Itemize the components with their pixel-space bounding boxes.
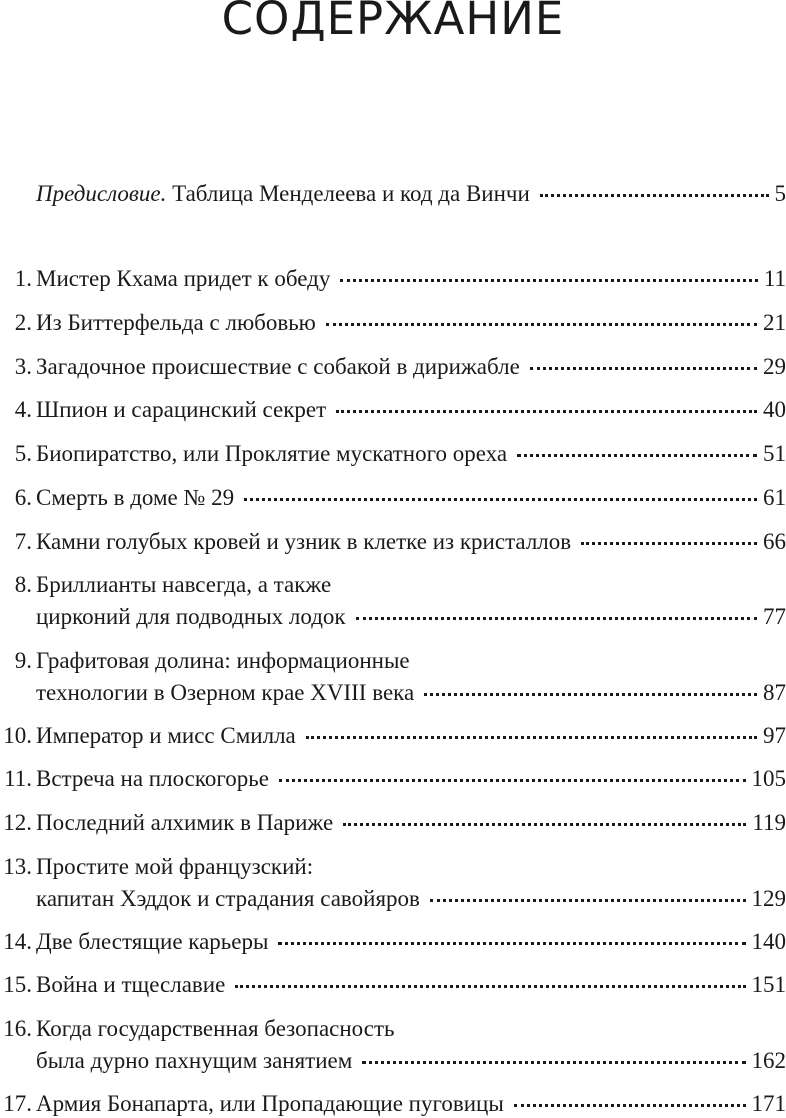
dot-leader <box>340 279 758 282</box>
chapter-number: 9. <box>15 647 32 675</box>
chapter-number: 1. <box>15 265 32 293</box>
dot-leader <box>430 899 746 902</box>
preface-label: Предисловие. <box>36 181 166 206</box>
page-number: 97 <box>763 722 786 750</box>
page-number: 66 <box>763 528 786 556</box>
chapter-title: Камни голубых кровей и узник в клетке из кристаллов <box>36 528 571 556</box>
toc-entry-line <box>36 440 786 468</box>
page-number: 51 <box>763 440 786 468</box>
dot-leader <box>279 779 746 782</box>
page-number: 171 <box>752 1090 786 1118</box>
chapter-number: 12. <box>3 809 32 837</box>
dot-leader <box>306 736 757 739</box>
chapter-title: Две блестящие карьеры <box>36 928 268 956</box>
chapter-title: Биопиратство, или Проклятие мускатного ореха <box>36 440 507 468</box>
dot-leader <box>336 410 757 413</box>
preface-title: Таблица Менделеева и код да Винчи <box>172 181 530 206</box>
toc-entry-line <box>36 809 786 837</box>
chapter-title: Мистер Кхама придет к обеду <box>36 265 330 293</box>
toc-entry-line <box>36 722 786 750</box>
chapter-number: 13. <box>3 853 32 881</box>
page-number: 5 <box>775 180 786 208</box>
chapter-title: Армия Бонапарта, или Пропадающие пуговицы <box>36 1090 504 1118</box>
toc-entry-line <box>36 928 786 956</box>
chapter-number: 10. <box>3 722 32 750</box>
chapter-title: была дурно пахнущим занятием <box>36 1047 352 1075</box>
toc-entry-line <box>36 1090 786 1118</box>
toc-entry-line <box>36 396 786 424</box>
page-number: 105 <box>752 765 786 793</box>
chapter-title: Война и тщеславие <box>36 971 225 999</box>
toc-entry-line <box>36 885 786 913</box>
page-number: 162 <box>752 1047 786 1075</box>
dot-leader <box>326 323 757 326</box>
dot-leader <box>356 617 757 620</box>
dot-leader <box>581 542 757 545</box>
chapter-number: 15. <box>3 971 32 999</box>
toc-entry-line <box>36 603 786 631</box>
chapter-title-line: Бриллианты навсегда, а также <box>36 571 331 599</box>
chapter-title: Смерть в доме № 29 <box>36 484 234 512</box>
chapter-title: Шпион и сарацинский секрет <box>36 396 326 424</box>
page-number: 61 <box>763 484 786 512</box>
dot-leader <box>424 693 757 696</box>
chapter-number: 8. <box>15 571 32 599</box>
chapter-title: Загадочное происшествие с собакой в дирижабле <box>36 353 520 381</box>
page-number: 129 <box>752 885 786 913</box>
toc-entry-line <box>36 679 786 707</box>
page-number: 87 <box>763 679 786 707</box>
toc-entry-title <box>36 180 530 208</box>
chapter-number: 14. <box>3 928 32 956</box>
toc-entry-line <box>36 353 786 381</box>
dot-leader <box>235 985 745 988</box>
page-number: 21 <box>763 309 786 337</box>
dot-leader <box>517 454 757 457</box>
chapter-number: 16. <box>3 1015 32 1043</box>
chapter-title: капитан Хэддок и страдания савойяров <box>36 885 420 913</box>
toc-entry-line <box>36 1047 786 1075</box>
chapter-title: цирконий для подводных лодок <box>36 603 346 631</box>
toc-entry-line <box>36 484 786 512</box>
page-number: 77 <box>763 603 786 631</box>
dot-leader <box>244 498 757 501</box>
chapter-title: Встреча на плоскогорье <box>36 765 269 793</box>
dot-leader <box>343 823 746 826</box>
page-number: 119 <box>752 809 786 837</box>
page-number: 40 <box>763 396 786 424</box>
toc-entry-line <box>36 309 786 337</box>
dot-leader <box>362 1061 745 1064</box>
dot-leader <box>278 942 745 945</box>
chapter-title: технологии в Озерном крае XVIII века <box>36 679 414 707</box>
chapter-number: 2. <box>15 309 32 337</box>
chapter-number: 5. <box>15 440 32 468</box>
page-number: 11 <box>764 265 786 293</box>
toc-entry-line <box>36 528 786 556</box>
toc-entry-line <box>36 971 786 999</box>
toc-entry-line <box>36 180 786 208</box>
chapter-number: 17. <box>3 1090 32 1118</box>
page-title: СОДЕРЖАНИЕ <box>0 0 786 38</box>
chapter-title-line: Простите мой французский: <box>36 853 313 881</box>
chapter-number: 7. <box>15 528 32 556</box>
toc-entry-line <box>36 265 786 293</box>
page-number: 140 <box>752 928 786 956</box>
dot-leader <box>514 1104 746 1107</box>
page-number: 151 <box>752 971 786 999</box>
chapter-number: 11. <box>4 765 32 793</box>
page-number: 29 <box>763 353 786 381</box>
dot-leader <box>530 367 757 370</box>
chapter-title: Император и мисс Смилла <box>36 722 296 750</box>
dot-leader <box>540 194 769 197</box>
chapter-number: 3. <box>15 353 32 381</box>
chapter-number: 6. <box>15 484 32 512</box>
chapter-title-line: Когда государственная безопасность <box>36 1015 395 1043</box>
chapter-title: Последний алхимик в Париже <box>36 809 333 837</box>
toc-entry-line <box>36 765 786 793</box>
chapter-title: Из Биттерфельда с любовью <box>36 309 316 337</box>
chapter-number: 4. <box>15 396 32 424</box>
chapter-title-line: Графитовая долина: информационные <box>36 647 410 675</box>
